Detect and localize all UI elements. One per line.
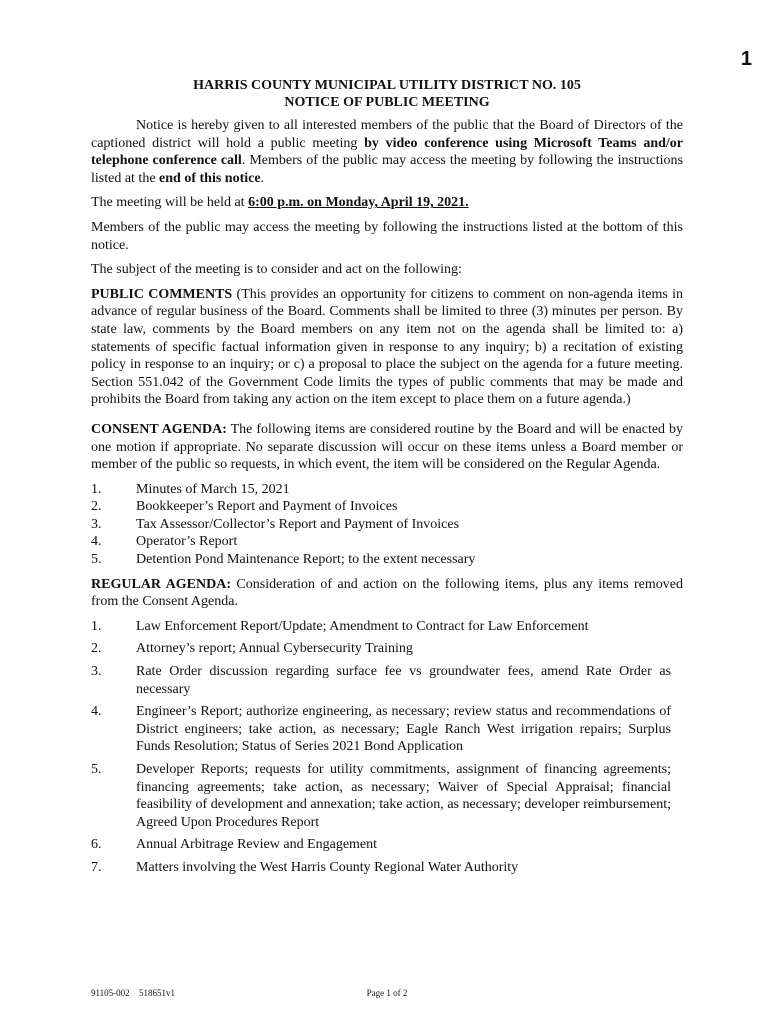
item-text: Operator’s Report <box>136 534 238 550</box>
item-text: Law Enforcement Report/Update; Amendment to Contract for Law Enforcement <box>136 618 589 634</box>
item-number: 5. <box>91 552 102 568</box>
item-number: 6. <box>91 837 102 853</box>
item-number: 5. <box>91 762 102 777</box>
consent-agenda-text: The following items are considered routine by the Board and will be enacted by one motion if appropriate. No separate discussion will occur on these items unless a Board member or member of the public so requests, in which event, the item will be considered on the Regular Agenda. <box>91 421 683 473</box>
regular-agenda-heading: REGULAR AGENDA: <box>91 576 231 592</box>
item-number: 3. <box>91 664 102 680</box>
item-text: Annual Arbitrage Review and Engagement <box>136 837 378 853</box>
notice-body <box>91 77 683 884</box>
item-text: Detention Pond Maintenance Report; to the extent necessary <box>136 552 476 568</box>
list-item <box>91 551 683 569</box>
district-name: HARRIS COUNTY MUNICIPAL UTILITY DISTRICT NO. 105 <box>193 78 581 93</box>
item-number: 3. <box>91 516 102 532</box>
document-version: 518651v1 <box>139 988 175 998</box>
list-item <box>91 703 683 756</box>
intro-text-2: . Members of the public may access the meeting by following the instructions listed at the <box>91 153 683 186</box>
list-item <box>91 618 683 636</box>
consent-agenda-list <box>91 481 683 569</box>
intro-text-1: Notice is hereby given to all interested members of the public that the Board of Directors of the captioned district will hold a public meeting <box>91 118 683 151</box>
meeting-time-value: 6:00 p.m. on Monday, April 19, 2021. <box>248 195 469 211</box>
intro-text-3: . <box>260 170 265 186</box>
notice-title: NOTICE OF PUBLIC MEETING <box>284 95 490 110</box>
list-item <box>91 516 683 534</box>
page-number: 1 <box>740 48 752 70</box>
regular-agenda-paragraph <box>91 576 683 611</box>
intro-paragraph <box>91 117 683 187</box>
intro-bold-2: end of this notice <box>159 170 261 186</box>
intro-bold-1: by video conference using Microsoft Teams and/or telephone conference call <box>91 135 684 169</box>
consent-agenda-paragraph <box>91 421 683 474</box>
item-text: Developer Reports; requests for utility commitments, assignment of financing agreements; financing agreements; take action, as necessary; Waiver of Special Appraisal; financial feasibility of development and annexation; take action, as necessary; developer reimbursement; Agreed Upon Procedures Report <box>136 762 671 830</box>
list-item <box>91 533 683 551</box>
list-item <box>91 640 683 658</box>
regular-agenda-text: Consideration of and action on the following items, plus any items removed from the Consent Agenda. <box>91 576 683 610</box>
public-comments-paragraph <box>91 286 683 409</box>
item-text: Engineer’s Report; authorize engineering, as necessary; review status and recommendations of District engineers; take action, as necessary; Eagle Ranch West irrigation repairs; Surplus Funds Resolution; Status of Series 2021 Bond Application <box>136 704 671 755</box>
page-count-label: Page 1 of 2 <box>366 988 408 998</box>
public-comments-text: (This provides an opportunity for citizens to comment on non-agenda items in advance of regular business of the Board. Comments shall be limited to three (3) minutes per person. By state law, comments by the Board members on any item not on the agenda shall be limited to: a) statements of specific factual information given in response to any inquiry; b) a recitation of existing policy in response to an inquiry; or c) a proposal to place the subject on the agenda for a future meeting. Section 551.042 of the Government Code limits the types of public comments that may be made and prohibits the Board from taking any action on the item except to place them on a future agenda.) <box>91 286 683 408</box>
access-note: Members of the public may access the meeting by following the instructions listed at the bottom of this notice. <box>91 219 683 253</box>
list-item <box>91 836 683 854</box>
public-comments-heading: PUBLIC COMMENTS <box>91 286 233 302</box>
list-item <box>91 761 683 831</box>
item-text: Minutes of March 15, 2021 <box>136 481 290 497</box>
item-number: 7. <box>91 859 102 875</box>
item-text: Rate Order discussion regarding surface fee vs groundwater fees, amend Rate Order as necessary <box>136 664 671 697</box>
item-number: 4. <box>91 704 102 720</box>
item-text: Attorney’s report; Annual Cybersecurity Training <box>136 641 413 657</box>
subject-statement: The subject of the meeting is to consider and act on the following: <box>91 262 462 278</box>
meeting-time-prefix: The meeting will be held at <box>91 195 249 211</box>
list-item <box>91 481 683 499</box>
list-item <box>91 663 683 698</box>
item-text: Tax Assessor/Collector’s Report and Payment of Invoices <box>136 516 460 532</box>
item-text: Bookkeeper’s Report and Payment of Invoices <box>136 499 398 515</box>
item-number: 2. <box>91 499 102 515</box>
item-number: 4. <box>91 534 102 550</box>
item-number: 1. <box>91 481 102 497</box>
meeting-time-paragraph <box>91 194 683 212</box>
list-item <box>91 498 683 516</box>
document-id: 91105-002 <box>91 988 130 998</box>
item-number: 2. <box>91 641 102 657</box>
consent-agenda-heading: CONSENT AGENDA: <box>91 421 227 437</box>
regular-agenda-list <box>91 618 683 877</box>
item-text: Matters involving the West Harris County Regional Water Authority <box>136 859 519 875</box>
list-item <box>91 859 683 877</box>
item-number: 1. <box>91 618 102 634</box>
